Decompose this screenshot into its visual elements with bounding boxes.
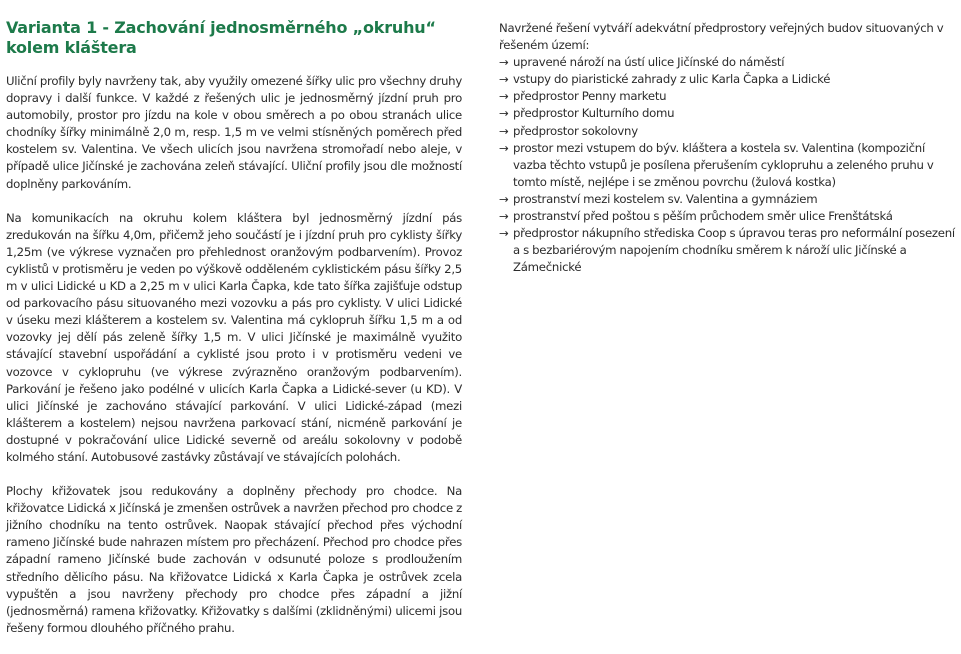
arrow-right-icon: → bbox=[499, 209, 509, 224]
list-intro: Navržené řešení vytváří adekvátní předprostory veřejných budov situovaných v řešeném území: bbox=[499, 21, 944, 53]
list-item-text: předprostor sokolovny bbox=[513, 123, 638, 138]
forecourt-list bbox=[499, 54, 957, 276]
paragraph-street-profiles: Uliční profily byly navrženy tak, aby využily omezené šířky ulic pro všechny druhy dopravy i další funkce. V každé z řešených ulic je jednosměrný jízdní pruh pro automobily, prostor pro jízdu na kole v obou směrech a po obou stranách ulice chodníky šířky minimálně 2,0 m, resp. 1,5 m ve velmi stísněných poměrech před kostelem sv. Valentina. Ve všech ulicích jsou navržena stromořadí nebo aleje, v případě ulice Jičínské je zachována zeleň stávající. Uliční profily jsou dle možností doplněny parkováním. bbox=[6, 74, 462, 191]
list-item-text: prostranství před poštou s pěším průchodem směr ulice Frenštátská bbox=[513, 209, 893, 224]
arrow-right-icon: → bbox=[499, 89, 509, 104]
list-item bbox=[499, 54, 957, 71]
arrow-right-icon: → bbox=[499, 106, 509, 121]
arrow-right-icon: → bbox=[499, 140, 509, 155]
list-item bbox=[499, 140, 957, 191]
list-item-text: prostranství mezi kostelem sv. Valentina a gymnáziem bbox=[513, 191, 818, 206]
arrow-right-icon: → bbox=[499, 55, 509, 70]
paragraph-loop-roads: Na komunikacích na okruhu kolem kláštera byl jednosměrný jízdní pás zredukován na šířku 4,0m, přičemž jeho součástí je i jízdní pruh pro cyklisty šířky 1,25m (ve výkrese vyznačen pro přehlednost oranžovým podbarvením). Provoz cyklistů v protisměru je veden po výškově odděleném cyklistickém pásu šířky 2,5 m v ulici Lidické u KD a 2,25 m v ulici Karla Čapka, kde tato šířka zajišťuje odstup od parkovacího pásu situovaného mezi vozovku a pás pro cyklisty. V ulici Lidické v úseku mezi klášterem a kostelem sv. Valentina má cyklopruh šířku 1,5 m a od vozovky jej dělí pás zeleně šířky 1,5 m. V ulici Jičínské je maximálně využito stávající stavební uspořádání a cyklisté jsou proto i v protisměru vedeni ve vozovce v cyklopruhu (ve výkrese zvýrazněno oranžovým podbarvením). Parkování je řešeno jako podélné v ulicích Karla Čapka a Lidické-sever (u KD). V ulici Jičínské je zachováno stávající parkování. V ulici Lidické-západ (mezi klášterem a kostelem) nejsou navržena parkovací stání, nicméně parkování je dostupné v pokračování ulice Lidické severně od areálu sokolovny v podobě kolmého stání. Autobusové zastávky zůstávají ve stávajících polohách. bbox=[6, 210, 462, 464]
arrow-right-icon: → bbox=[499, 226, 509, 241]
list-item-text: předprostor Kulturního domu bbox=[513, 106, 675, 121]
right-column bbox=[499, 20, 957, 276]
list-item bbox=[499, 123, 957, 140]
list-item bbox=[499, 225, 957, 276]
arrow-right-icon: → bbox=[499, 72, 509, 87]
list-item-text: upravené nároží na ústí ulice Jičínské do náměstí bbox=[513, 55, 785, 70]
list-item bbox=[499, 208, 957, 225]
list-item-text: prostor mezi vstupem do býv. kláštera a kostela sv. Valentina (kompoziční vazba těchto vstupů je posílena přerušením cyklopruhu a zeleného pruhu v tomto místě, nejlépe i se změnou povrchu (žulová kostka) bbox=[513, 140, 934, 189]
list-item-text: předprostor Penny marketu bbox=[513, 89, 667, 104]
list-item bbox=[499, 71, 957, 88]
section-heading: Varianta 1 - Zachování jednosměrného „okruhu“ kolem kláštera bbox=[6, 18, 436, 57]
paragraph-intersections: Plochy křižovatek jsou redukovány a doplněny přechody pro chodce. Na křižovatce Lidická x Jičínská je zmenšen ostrůvek a navržen přechod pro chodce z jižního chodníku na tento ostrůvek. Naopak stávající přechod přes východní rameno Jičínské bude nahrazen místem pro přecházení. Přechod pro chodce přes západní rameno Jičínské bude zachován v odsunuté poloze s prodloužením středního dělicího pásu. Na křižovatce Lidická x Karla Čapka je ostrůvek zcela vypuštěn a jsou navrženy přechody pro chodce přes západní a jižní (jednosměrná) ramena křižovatky. Křižovatky s dalšími (zklidněnými) ulicemi jsou řešeny formou dlouhého příčného prahu. bbox=[6, 484, 462, 635]
arrow-right-icon: → bbox=[499, 191, 509, 206]
list-item-text: předprostor nákupního střediska Coop s úpravou teras pro neformální posezení a s bezbariérovým napojením chodníku směrem k nároží ulic Jičínské a Zámečnické bbox=[513, 226, 955, 275]
list-item bbox=[499, 105, 957, 122]
list-item-text: vstupy do piaristické zahrady z ulic Karla Čapka a Lidické bbox=[513, 72, 831, 87]
arrow-right-icon: → bbox=[499, 123, 509, 138]
list-item bbox=[499, 191, 957, 208]
list-item bbox=[499, 88, 957, 105]
left-column bbox=[6, 18, 462, 654]
